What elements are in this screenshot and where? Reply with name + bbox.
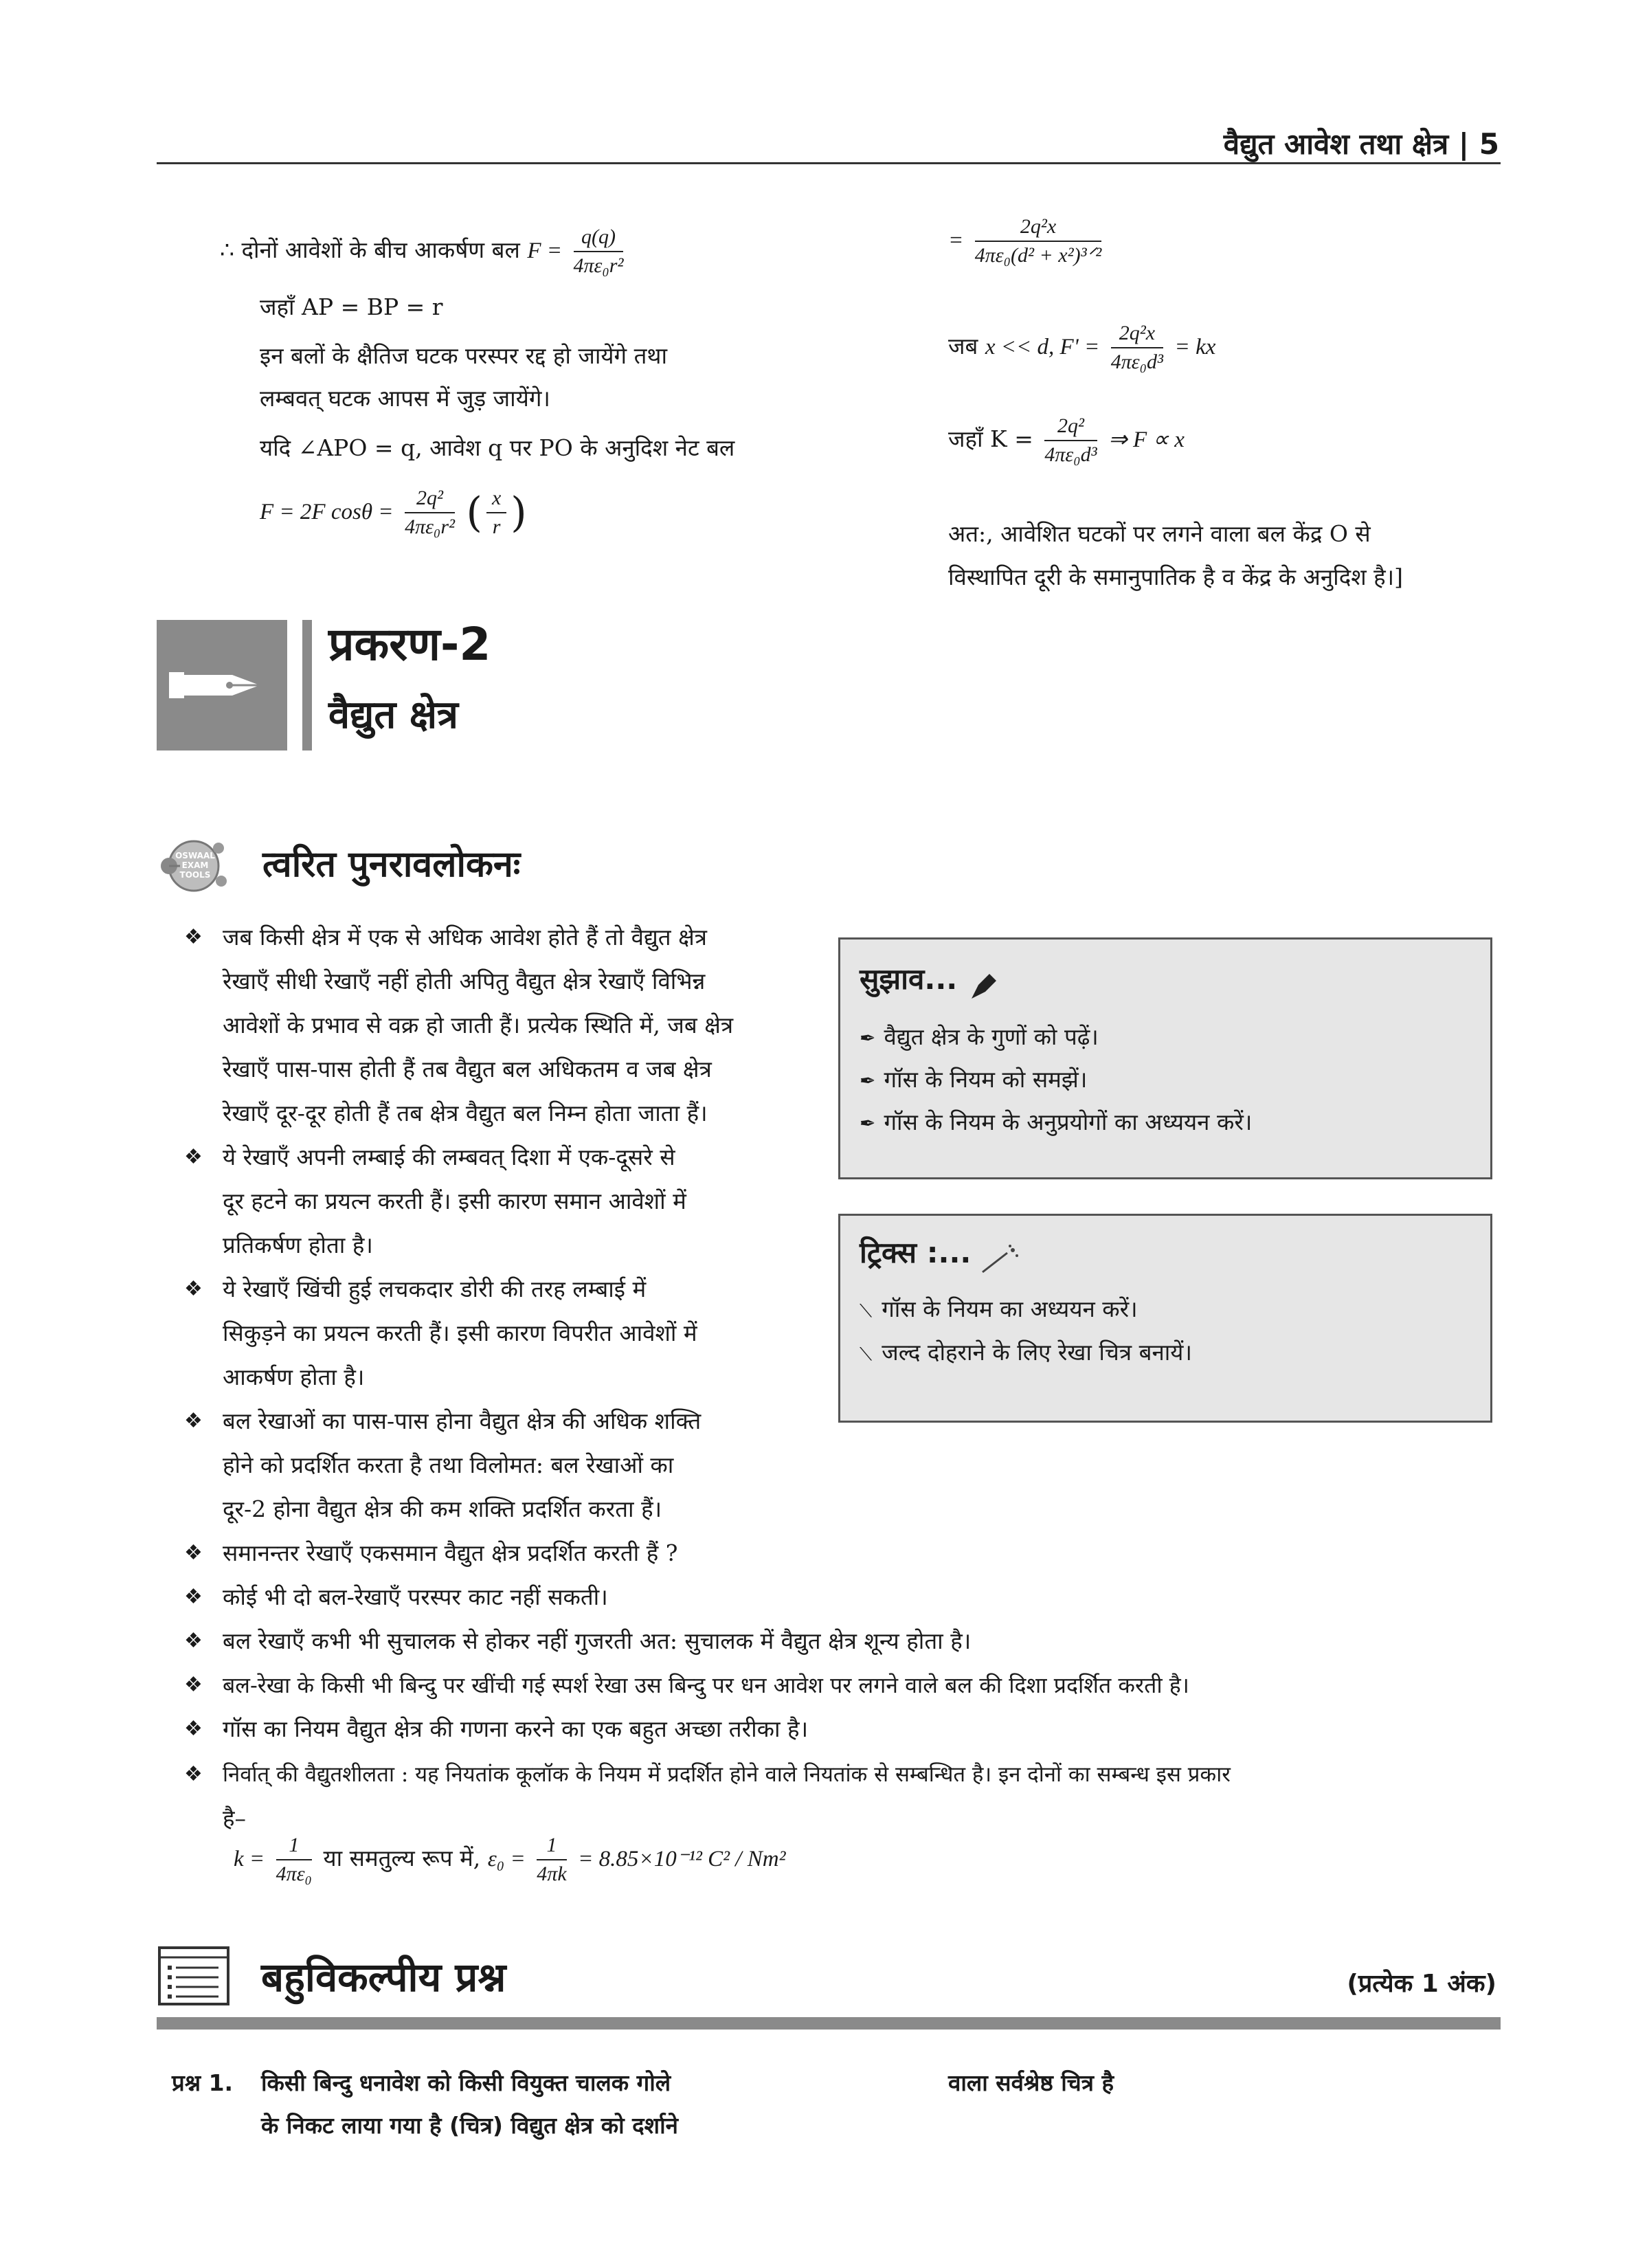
eq1-numerator: 2q²x — [975, 213, 1102, 242]
force-numerator: q(q) — [574, 223, 624, 252]
diamond-bullet-icon: ❖ — [184, 1409, 203, 1433]
nib-bullet-icon: ✒ — [860, 1027, 876, 1049]
question-1-line: किसी बिन्दु धनावेश को किसी वियुक्त चालक गोले — [261, 2069, 671, 2096]
suggestion-title: सुझाव... — [860, 962, 958, 996]
equivalent-form-text: या समतुल्य रूप में, — [323, 1845, 481, 1871]
section-subtitle: वैद्युत क्षेत्र — [328, 693, 458, 737]
bullet-10-line: निर्वात् की वैद्युतशीलता : यह नियतांक कूलॉक के नियम में प्रदर्शित होने वाले नियतांक से सम्बन्धित है। इन दोनों का सम्बन्ध इस प्रकार — [223, 1762, 1231, 1787]
attraction-force-line — [220, 223, 627, 280]
question-1-label: प्रश्न 1. — [172, 2069, 234, 2096]
eq2-rhs: = kx — [1174, 335, 1216, 359]
net-lhs: F = 2F cosθ = — [260, 500, 394, 524]
tricks-item-text: जल्द दोहराने के लिए रेखा चित्र बनायें। — [882, 1339, 1192, 1366]
paren-close: ) — [511, 489, 527, 537]
bullet-1 — [223, 915, 800, 1135]
eq3-fraction — [1044, 412, 1097, 469]
bullet-3-line: ये रेखाएँ खिंची हुई लचकदार डोरी की तरह लम्बाई में — [223, 1276, 647, 1302]
list-window-icon — [157, 1945, 232, 2007]
nib-bullet-icon: ✒ — [860, 1112, 876, 1135]
bullet-1-line: रेखाएँ पास-पास होती हैं तब वैद्युत बल अधिकतम व जब क्षेत्र — [223, 1056, 712, 1082]
eq3-rhs: ⇒ F ∝ x — [1108, 427, 1185, 452]
tricks-item — [860, 1289, 1192, 1332]
eq3 — [948, 412, 1185, 469]
suggestion-item-text: वैद्युत क्षेत्र के गुणों को पढ़ें। — [884, 1023, 1099, 1050]
section-bar — [302, 620, 312, 751]
diamond-bullet-icon: ❖ — [184, 1541, 203, 1565]
oswaal-logo — [153, 832, 242, 903]
bullet-6: कोई भी दो बल-रेखाएँ परस्पर काट नहीं सकती। — [223, 1583, 608, 1610]
k-fraction — [276, 1832, 312, 1888]
logo-text: OSWAAL EXAM TOOLS — [175, 851, 215, 880]
epsilon-lhs: ε₀ = — [487, 1847, 526, 1871]
paren-fraction — [486, 485, 506, 541]
tricks-title: ट्रिक्स :... — [860, 1236, 972, 1269]
bullet-2-line: दूर हटने का प्रयत्न करती हैं। इसी कारण समान आवेशों में — [223, 1188, 686, 1214]
eq2-fraction — [1111, 320, 1163, 376]
diamond-bullet-icon: ❖ — [184, 1145, 203, 1169]
pen-nib-icon — [157, 620, 287, 751]
suggestion-item — [860, 1016, 1252, 1059]
quick-review-title: त्वरित पुनरावलोकनः — [262, 844, 521, 885]
paren-denominator: r — [492, 515, 501, 538]
ap-bp-line: जहाँ AP = BP = r — [260, 293, 443, 320]
net-force-formula — [260, 485, 527, 541]
net-fraction — [405, 485, 455, 541]
diamond-bullet-icon: ❖ — [184, 1762, 203, 1786]
eq1 — [948, 213, 1106, 269]
eq3-text: जहाँ K = — [948, 425, 1033, 452]
diamond-bullet-icon: ❖ — [184, 1673, 203, 1697]
bullet-5: समानन्तर रेखाएँ एकसमान वैद्युत क्षेत्र प्रदर्शित करती हैं ? — [223, 1539, 678, 1566]
bullet-10-line: है– — [223, 1805, 247, 1832]
section-icon-box — [157, 620, 287, 751]
eq2-denominator: 4πε₀d³ — [1110, 351, 1164, 373]
bullet-8: बल-रेखा के किसी भी बिन्दु पर खींची गई स्पर्श रेखा उस बिन्दु पर धन आवेश पर लगने वाले बल की दिशा प्रदर्शित करती है। — [223, 1672, 1189, 1698]
suggestion-item — [860, 1102, 1252, 1144]
header-title: वैद्युत आवेश तथा क्षेत्र — [1223, 127, 1449, 161]
wand-bullet-icon: ⟍ — [860, 1301, 873, 1322]
bullet-2 — [223, 1135, 800, 1267]
bullet-2-line: ये रेखाएँ अपनी लम्बाई की लम्बवत् दिशा में एक-दूसरे से — [223, 1144, 675, 1170]
question-1-text — [261, 2062, 811, 2147]
eq2-text: जब — [948, 333, 978, 359]
eq3-denominator: 4πε₀d³ — [1044, 443, 1097, 466]
tricks-item-text: गॉस के नियम का अध्ययन करें। — [882, 1296, 1138, 1322]
vertical-add-line: लम्बवत् घटक आपस में जुड़ जायेंगे। — [260, 385, 550, 412]
eq3-numerator: 2q² — [1044, 412, 1097, 441]
net-numerator: 2q² — [405, 485, 455, 513]
horizontal-cancel-line: इन बलों के क्षैतिज घटक परस्पर रद्द हो जायेंगे तथा — [260, 342, 668, 369]
eq2-numerator: 2q²x — [1111, 320, 1163, 348]
paren-open: ( — [466, 489, 482, 537]
suggestion-item — [860, 1059, 1252, 1102]
conclusion-line-2: विस्थापित दूरी के समानुपातिक है व केंद्र के अनुदिश है।] — [948, 564, 1404, 590]
page-number: 5 — [1479, 127, 1499, 161]
force-denominator: 4πε₀r² — [573, 254, 624, 277]
diamond-bullet-icon: ❖ — [184, 1585, 203, 1609]
bullet-4 — [223, 1399, 800, 1531]
bullet-1-line: रेखाएँ दूर-दूर होती हैं तब क्षेत्र वैद्युत बल निम्न होता जाता हैं। — [223, 1100, 708, 1126]
epsilon-denominator: 4πk — [537, 1863, 567, 1885]
bullet-3-line: आकर्षण होता है। — [223, 1364, 365, 1390]
tricks-item — [860, 1332, 1192, 1375]
suggestion-item-text: गॉस के नियम को समझें। — [884, 1066, 1088, 1093]
bullet-9: गॉस का नियम वैद्युत क्षेत्र की गणना करने का एक बहुत अच्छा तरीका है। — [223, 1715, 809, 1742]
paren-numerator: x — [486, 485, 506, 513]
epsilon-fraction — [537, 1832, 566, 1888]
mcq-rule — [157, 2017, 1501, 2030]
mcq-marks: (प्रत्येक 1 अंक) — [1347, 1970, 1496, 1998]
running-header — [1224, 124, 1499, 163]
bullet-3 — [223, 1267, 800, 1399]
bullet-3-line: सिकुड़ने का प्रयत्न करती हैं। इसी कारण विपरीत आवेशों में — [223, 1320, 697, 1346]
eq1-lhs: = — [948, 228, 964, 253]
diamond-bullet-icon: ❖ — [184, 1717, 203, 1741]
bullet-1-line: आवेशों के प्रभाव से वक्र हो जाती हैं। प्रत्येक स्थिति में, जब क्षेत्र — [223, 1012, 734, 1038]
bullet-1-line: जब किसी क्षेत्र में एक से अधिक आवेश होते हैं तो वैद्युत क्षेत्र — [223, 924, 707, 950]
force-lhs: F = — [527, 238, 563, 263]
epsilon-numerator: 1 — [537, 1832, 566, 1860]
permittivity-formula — [234, 1832, 785, 1888]
mcq-icon — [157, 1945, 232, 2010]
nib-bullet-icon: ✒ — [860, 1069, 876, 1092]
question-1-continuation: वाला सर्वश्रेष्ठ चित्र है — [948, 2069, 1114, 2096]
bullet-4-line: बल रेखाओं का पास-पास होना वैद्युत क्षेत्र की अधिक शक्ति — [223, 1408, 702, 1434]
suggestion-header — [860, 959, 999, 1001]
bullet-2-line: प्रतिकर्षण होता है। — [223, 1232, 373, 1258]
bullet-4-line: होने को प्रदर्शित करता है तथा विलोमत: बल रेखाओं का — [223, 1452, 674, 1478]
mcq-title: बहुविकल्पीय प्रश्न — [261, 1954, 506, 2001]
pen-icon — [969, 971, 999, 1001]
eq1-denominator: 4πε₀(d² + x²)³ᐟ² — [974, 244, 1102, 267]
k-lhs: k = — [234, 1847, 265, 1871]
bullet-4-line: दूर-2 होना वैद्युत क्षेत्र की कम शक्ति प्रदर्शित करता हैं। — [223, 1496, 662, 1522]
magic-wand-icon — [980, 1245, 1021, 1275]
diamond-bullet-icon: ❖ — [184, 1629, 203, 1653]
net-denominator: 4πε₀r² — [405, 515, 456, 538]
diamond-bullet-icon: ❖ — [184, 1277, 203, 1301]
bullet-1-line: रेखाएँ सीधी रेखाएँ नहीं होती अपितु वैद्युत क्षेत्र रेखाएँ विभिन्न — [223, 968, 706, 994]
attraction-text: ∴ दोनों आवेशों के बीच आकर्षण बल — [220, 236, 520, 263]
bullet-7: बल रेखाएँ कभी भी सुचालक से होकर नहीं गुजरती अत: सुचालक में वैद्युत क्षेत्र शून्य होता है। — [223, 1627, 972, 1654]
wand-bullet-icon: ⟍ — [860, 1344, 873, 1365]
eq1-fraction — [975, 213, 1102, 269]
eq2-condition: x << d, F' = — [985, 335, 1100, 359]
section-title: प्रकरण-2 — [328, 618, 491, 671]
question-1-line: के निकट लाया गया है (चित्र) विद्युत क्षेत्र को दर्शाने — [261, 2112, 678, 2139]
header-rule — [157, 162, 1501, 164]
k-numerator: 1 — [276, 1832, 312, 1860]
bullet-10 — [223, 1753, 1501, 1841]
eq2 — [948, 320, 1215, 376]
epsilon-value: = 8.85×10⁻¹² C² / Nm² — [578, 1847, 786, 1871]
force-fraction — [574, 223, 624, 280]
tricks-list — [860, 1289, 1192, 1375]
net-force-line: यदि ∠APO = q, आवेश q पर PO के अनुदिश नेट बल — [260, 434, 735, 461]
suggestion-item-text: गॉस के नियम के अनुप्रयोगों का अध्ययन करें। — [884, 1109, 1253, 1135]
tricks-header — [860, 1232, 1021, 1275]
suggestion-list — [860, 1016, 1252, 1144]
header-separator: | — [1458, 127, 1479, 161]
tricks-box — [838, 1214, 1492, 1423]
diamond-bullet-icon: ❖ — [184, 925, 203, 949]
k-denominator: 4πε₀ — [276, 1863, 312, 1885]
conclusion-line-1: अत:, आवेशित घटकों पर लगने वाला बल केंद्र O से — [948, 520, 1371, 547]
suggestion-box — [838, 937, 1492, 1179]
